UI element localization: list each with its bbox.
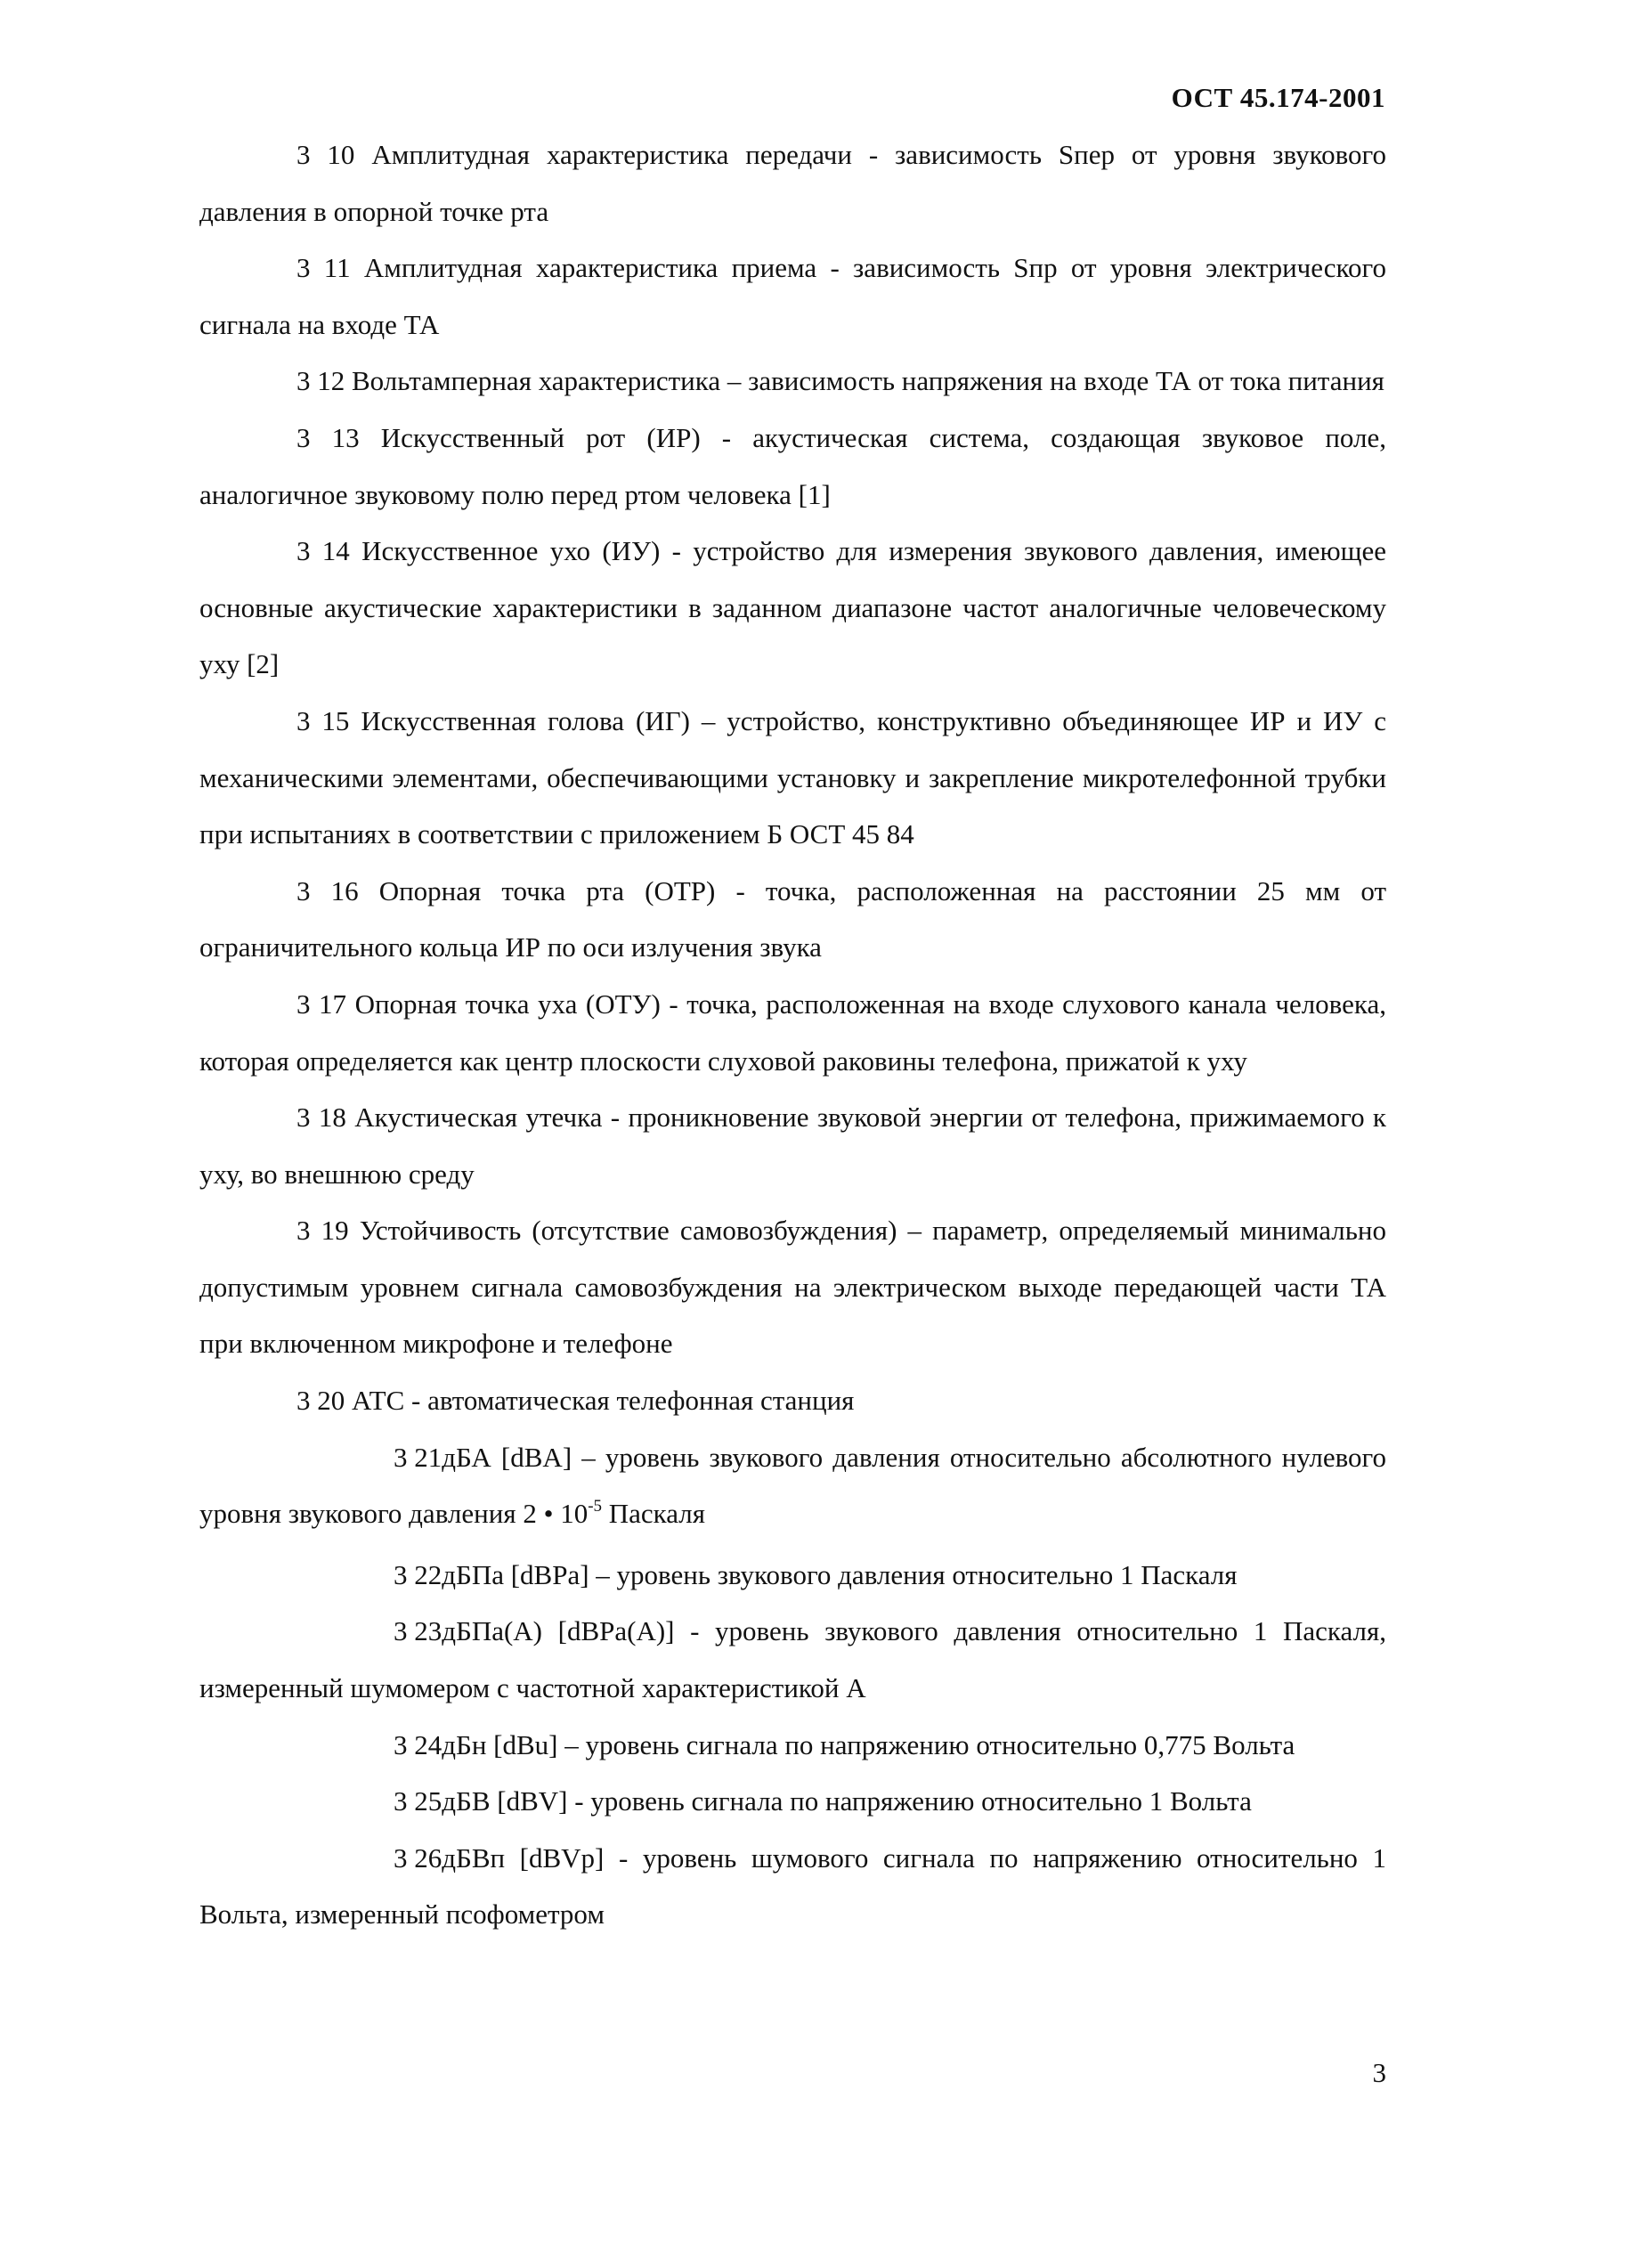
document-code: ОСТ 45.174-2001	[1171, 82, 1385, 113]
paragraph-3-23	[199, 1603, 1386, 1716]
paragraph-3-19: 3 19 Устойчивость (отсутствие самовозбуждения) – параметр, определяемый минимально допустимым уровнем сигнала самовозбуждения на электрическом выходе передающей части ТА при включенном микрофоне и телефоне	[199, 1215, 1386, 1360]
paragraph-3-11: 3 11 Амплитудная характеристика приема - зависимость Sпр от уровня электрического сигнала на входе ТА	[199, 252, 1386, 340]
paragraph-3-12: 3 12 Вольтамперная характеристика – зависимость напряжения на входе ТА от тока питания	[296, 365, 1384, 397]
paragraph-3-13: 3 13 Искусственный рот (ИР) - акустическая система, создающая звуковое поле, аналогичное звуковому полю перед ртом человека [1]	[199, 421, 1386, 510]
paragraph-number: 3 25	[394, 1785, 443, 1817]
paragraph-3-17: 3 17 Опорная точка уха (ОТУ) - точка, расположенная на входе слухового канала человека, которая определяется как центр плоскости слуховой раковины телефона, прижатой к уху	[199, 988, 1386, 1077]
paragraph-3-16: 3 16 Опорная точка рта (ОТР) - точка, расположенная на расстоянии 25 мм от ограничительного кольца ИР по оси излучения звука	[199, 874, 1386, 963]
paragraph-3-20: 3 20 АТС - автоматическая телефонная станция	[296, 1385, 855, 1417]
superscript-exponent: -5	[588, 1497, 603, 1516]
paragraph-3-10: 3 10 Амплитудная характеристика передачи - зависимость Sпер от уровня звукового давления в опорной точке рта	[199, 139, 1386, 227]
paragraph-3-25	[199, 1773, 1386, 1830]
page-number: 3	[1372, 2057, 1386, 2088]
paragraph-text: дБПа(А) [dBPa(A)] - уровень звукового давления относительно 1 Паскаля, измеренный шумомером с частотной характеристикой А	[199, 1615, 1386, 1704]
paragraph-text: дБПа [dBPa] – уровень звукового давления относительно 1 Паскаля	[442, 1558, 1238, 1590]
paragraph-number: 3 21	[394, 1441, 443, 1473]
paragraph-3-24	[199, 1717, 1386, 1774]
paragraph-text: дБВ [dBV] - уровень сигнала по напряжению относительно 1 Вольта	[442, 1785, 1252, 1817]
paragraph-number: 3 26	[394, 1841, 443, 1874]
paragraph-number: 3 24	[394, 1728, 443, 1760]
paragraph-text-end: Паскаля	[602, 1498, 706, 1530]
paragraph-3-21	[199, 1429, 1386, 1547]
paragraph-text: дБА [dBA] – уровень звукового давления относительно абсолютного нулевого уровня звукового давления 2 • 10	[199, 1441, 1386, 1530]
paragraph-3-18: 3 18 Акустическая утечка - проникновение звуковой энергии от телефона, прижимаемого к уху, во внешнюю среду	[199, 1101, 1386, 1190]
paragraph-text: дБВп [dBVp] - уровень шумового сигнала по напряжению относительно 1 Вольта, измеренный псофометром	[199, 1841, 1386, 1931]
document-body	[199, 126, 1386, 1943]
paragraph-number: 3 23	[394, 1615, 443, 1647]
paragraph-3-14: 3 14 Искусственное ухо (ИУ) - устройство для измерения звукового давления, имеющее основные акустические характеристики в заданном диапазоне частот аналогичные человеческому уху [2]	[199, 535, 1386, 680]
paragraph-3-26	[199, 1830, 1386, 1943]
paragraph-3-15: 3 15 Искусственная голова (ИГ) – устройство, конструктивно объединяющее ИР и ИУ с механическими элементами, обеспечивающими установку и закрепление микротелефонной трубки при испытаниях в соответствии с приложением Б ОСТ 45 84	[199, 704, 1386, 850]
paragraph-number: 3 22	[394, 1558, 443, 1590]
paragraph-text: дБн [dBu] – уровень сигнала по напряжению относительно 0,775 Вольта	[442, 1728, 1295, 1760]
paragraph-3-22	[199, 1547, 1386, 1604]
